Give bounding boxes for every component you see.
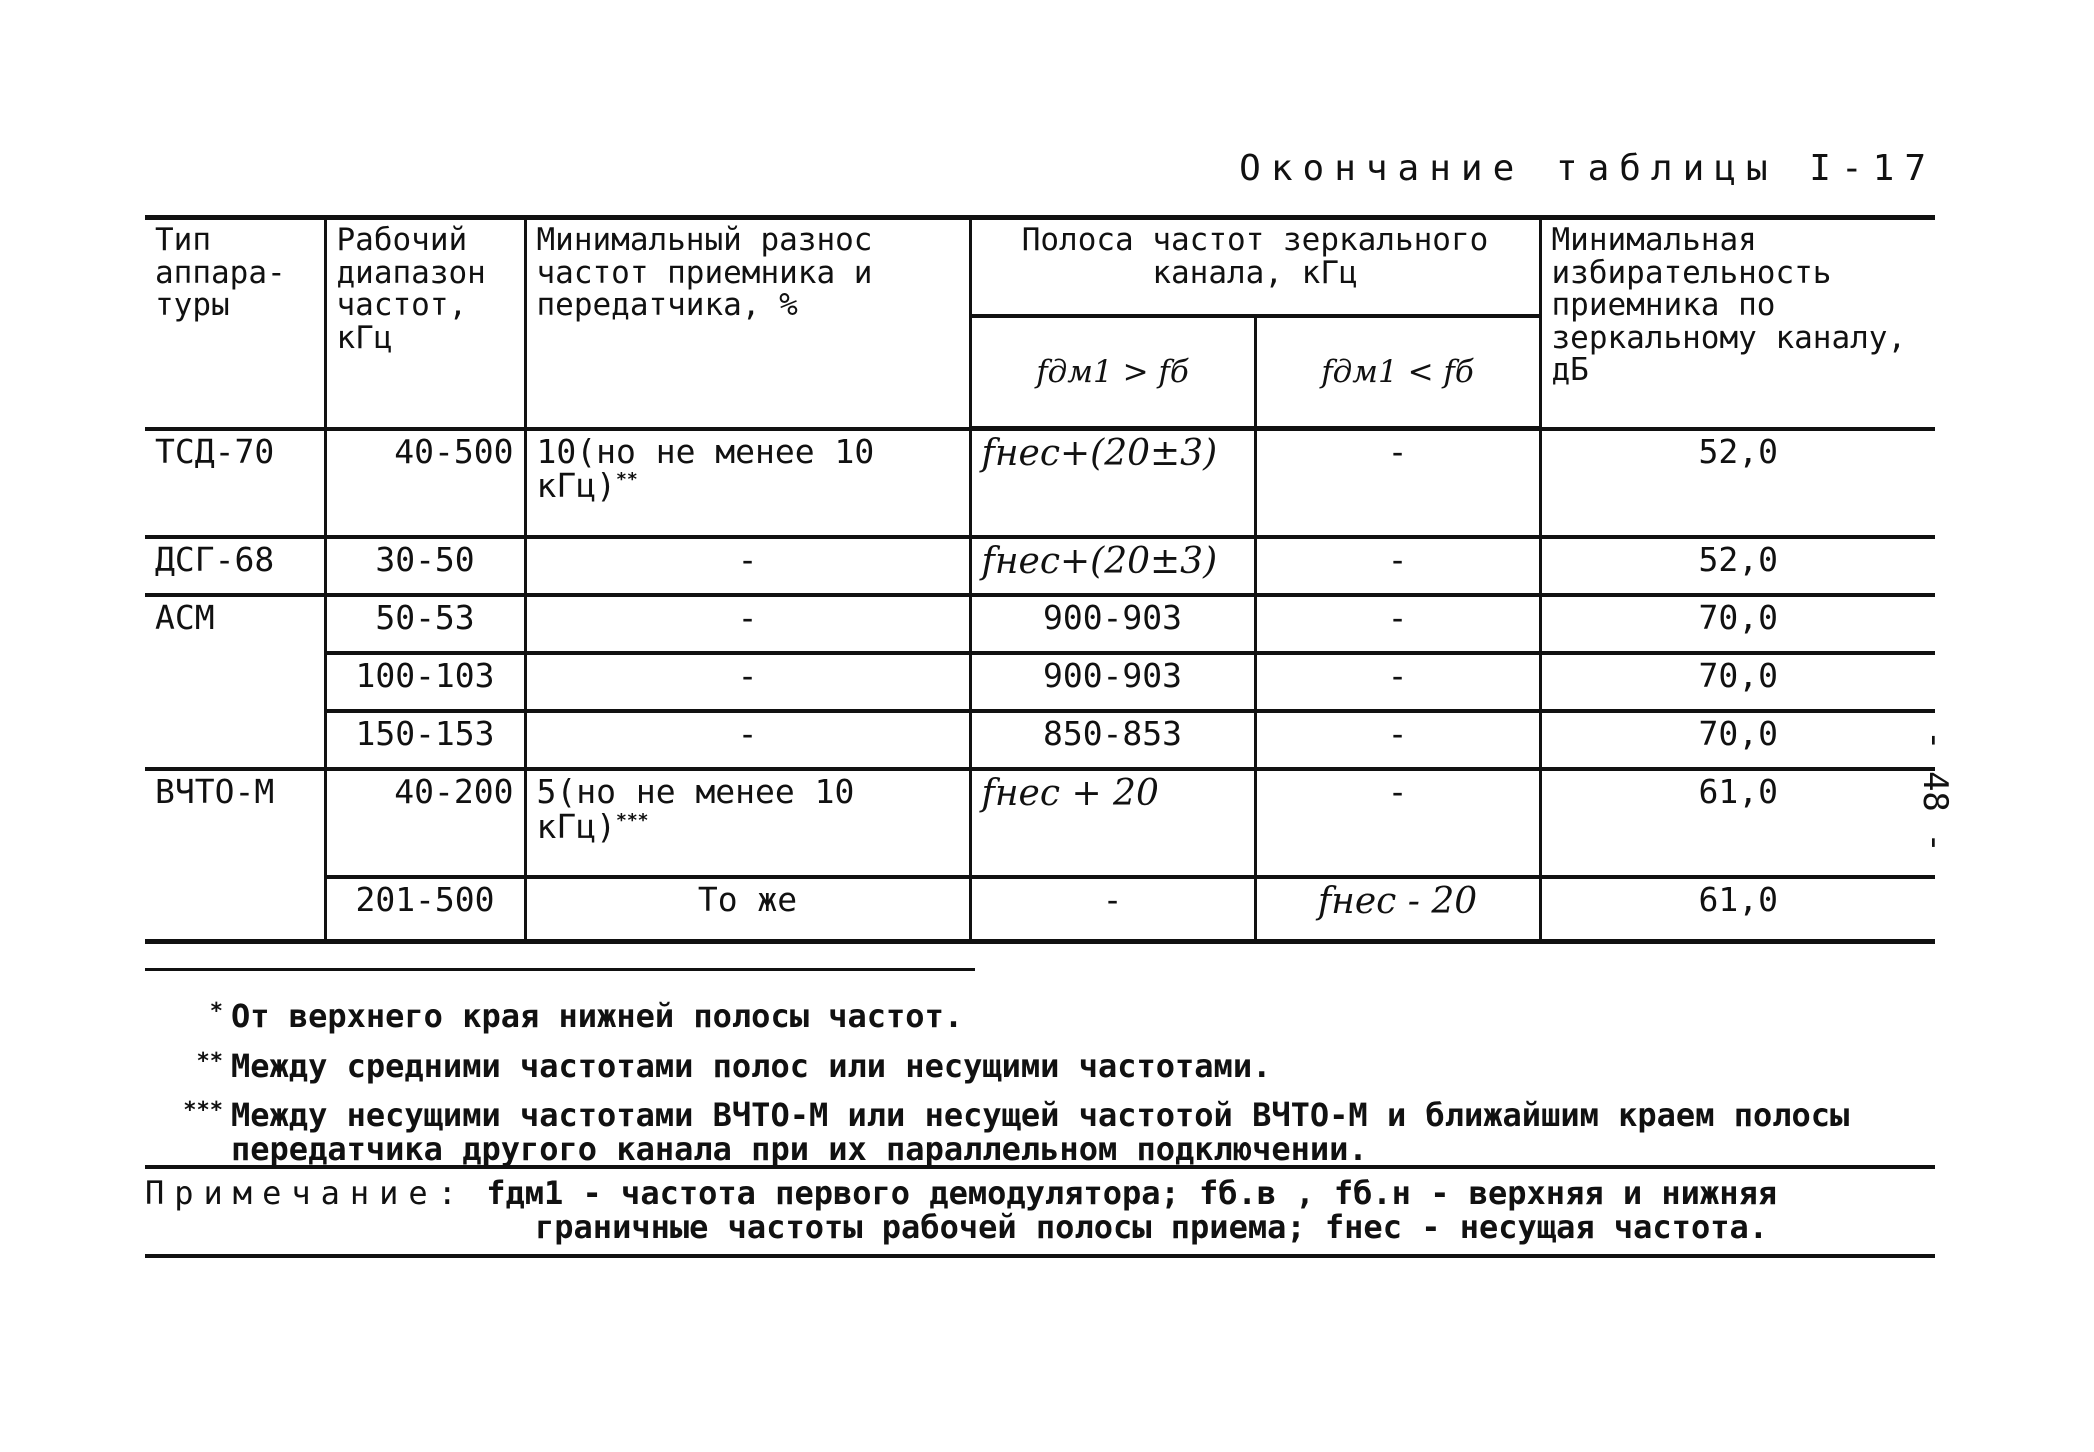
cell-gt: 900-903 <box>970 595 1255 653</box>
cell-gt: 850-853 <box>970 711 1255 769</box>
cell-selectivity: 61,0 <box>1540 769 1935 877</box>
note-line-2: граничные частоты рабочей полосы приема; fнес - несущая частота. <box>535 1207 1768 1246</box>
footnote-item <box>145 1046 1945 1085</box>
cell-gt: fнес+(20±3) <box>970 537 1255 595</box>
footnote-mark: * <box>209 999 223 1024</box>
cell-type: ДСГ-68 <box>145 537 325 595</box>
footnote-item <box>145 1096 1945 1168</box>
header-selectivity: Минимальная избирательность приемника по зеркальному каналу, дБ <box>1540 218 1935 429</box>
frequency-table <box>145 215 1935 944</box>
cell-range: 201-500 <box>325 877 525 942</box>
footnote-text: Между несущими частотами ВЧТО-М или несущей частотой ВЧТО-М и ближайшим краем полосы передатчика другого канала при их параллельном подключении. <box>231 1096 1850 1168</box>
cell-gt: fнес+(20±3) <box>970 429 1255 538</box>
cell-type: ВЧТО-М <box>145 769 325 877</box>
cell-selectivity: 70,0 <box>1540 653 1935 711</box>
cell-diff: - <box>525 595 970 653</box>
footnote-mark: ** <box>196 1048 223 1074</box>
cell-range: 150-153 <box>325 711 525 769</box>
cell-type <box>145 653 325 711</box>
table-row <box>145 653 1935 711</box>
cell-gt: fнес + 20 <box>970 769 1255 877</box>
cell-diff: 5(но не менее 10 кГц)*** <box>525 769 970 877</box>
header-min-diff: Минимальный разнос частот приемника и передатчика, % <box>525 218 970 429</box>
cell-type <box>145 877 325 942</box>
cell-range: 100-103 <box>325 653 525 711</box>
cell-gt: 900-903 <box>970 653 1255 711</box>
cell-diff: - <box>525 711 970 769</box>
header-sub-lt: fдм1 < fб <box>1255 316 1540 429</box>
cell-diff: То же <box>525 877 970 942</box>
cell-selectivity: 52,0 <box>1540 537 1935 595</box>
table-row <box>145 595 1935 653</box>
table-row <box>145 429 1935 538</box>
table-row <box>145 769 1935 877</box>
cell-selectivity: 70,0 <box>1540 711 1935 769</box>
cell-selectivity: 61,0 <box>1540 877 1935 942</box>
cell-diff: - <box>525 653 970 711</box>
cell-lt: - <box>1255 537 1540 595</box>
cell-type: ТСД-70 <box>145 429 325 538</box>
cell-lt: - <box>1255 595 1540 653</box>
footnote-item <box>145 997 1945 1035</box>
header-sub-gt: fдм1 > fб <box>970 316 1255 429</box>
header-mirror-band: Полоса частот зеркального канала, кГц <box>970 218 1540 317</box>
cell-type: АСМ <box>145 595 325 653</box>
cell-range: 40-500 <box>325 429 525 538</box>
table-row <box>145 877 1935 942</box>
cell-range: 30-50 <box>325 537 525 595</box>
cell-range: 50-53 <box>325 595 525 653</box>
table-caption: Окончание таблицы I-17 <box>1239 148 1936 189</box>
footnote-text: От верхнего края нижней полосы частот. <box>231 997 964 1035</box>
cell-selectivity: 70,0 <box>1540 595 1935 653</box>
cell-lt: - <box>1255 653 1540 711</box>
table-note <box>145 1165 1935 1258</box>
cell-lt: fнес - 20 <box>1255 877 1540 942</box>
table-row <box>145 711 1935 769</box>
cell-selectivity: 52,0 <box>1540 429 1935 538</box>
cell-diff: 10(но не менее 10 кГц)** <box>525 429 970 538</box>
header-type: Тип аппара- туры <box>145 218 325 429</box>
footnote-separator <box>145 968 975 971</box>
cell-type <box>145 711 325 769</box>
cell-lt: - <box>1255 769 1540 877</box>
footnote-text: Между средними частотами полос или несущими частотами. <box>231 1046 1272 1085</box>
header-range: Рабочий диапазон частот, кГц <box>325 218 525 429</box>
cell-lt: - <box>1255 429 1540 538</box>
cell-lt: - <box>1255 711 1540 769</box>
footnote-mark: *** <box>183 1098 223 1124</box>
note-label: Примечание: <box>145 1174 467 1212</box>
cell-range: 40-200 <box>325 769 525 877</box>
footnotes <box>145 997 1945 1182</box>
note-line-1: fдм1 - частота первого демодулятора; fб.в , fб.н - верхняя и нижняя <box>486 1174 1777 1212</box>
page-number: - 48 - <box>1915 730 1955 853</box>
cell-gt: - <box>970 877 1255 942</box>
cell-diff: - <box>525 537 970 595</box>
table-row <box>145 537 1935 595</box>
